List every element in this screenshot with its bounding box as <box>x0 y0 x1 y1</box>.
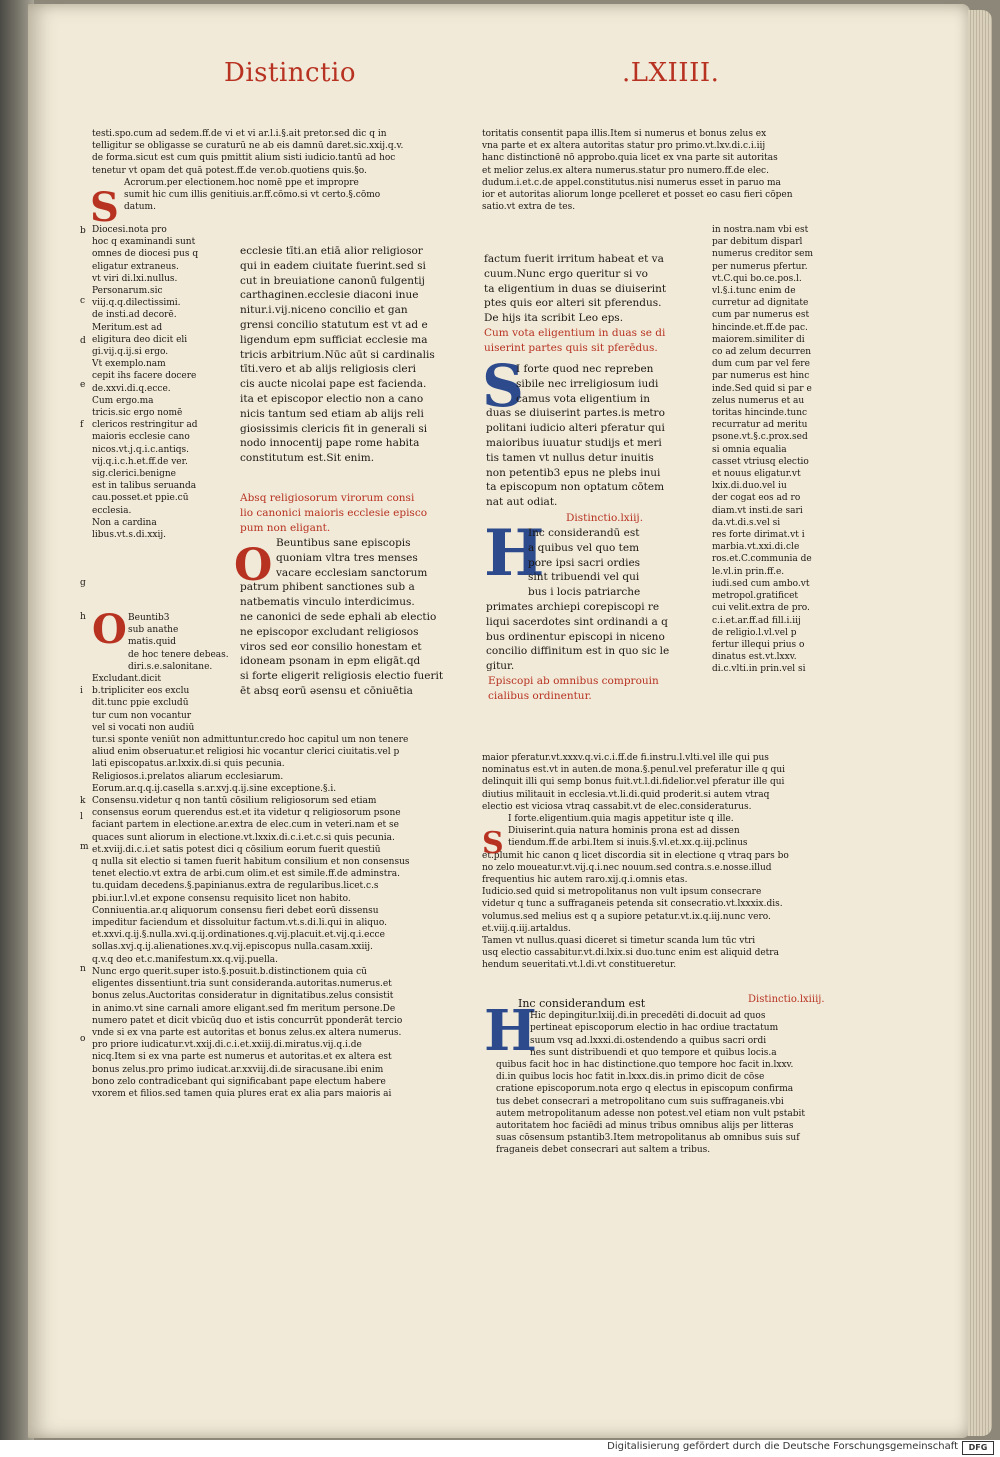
rubric-line: cialibus ordinentur. <box>488 689 592 702</box>
gloss-line: inde.Sed quid si par e <box>712 383 812 394</box>
gloss-line: autem metropolitanum adesse non potest.vel etiam non vult pstabit <box>496 1108 806 1119</box>
gloss-line: q.v.q deo et.c.manifestum.xx.q.vij.puella. <box>92 954 278 965</box>
right-rubric-2 <box>488 674 702 704</box>
gloss-line: quaces sunt aliorum in electione.vt.lxxix.di.c.i.et.c.si quis pecunia. <box>92 832 395 843</box>
rubric-line: Cum vota eligentium in duas se di <box>484 327 666 339</box>
rubric-line: pum non eligant. <box>240 521 331 534</box>
gloss-line: in animo.vt sine carnali amore eligant.sed fm meritum persone.De <box>92 1003 396 1014</box>
gloss-line: pertineat episcoporum electio in hac ordiue tractatum <box>530 1023 779 1034</box>
text-line: De hijs ita scribit Leo eps. <box>484 312 624 325</box>
gloss-line: di.in quibus locis hoc fatit in.lxxx.dis.in primo dicit de cōse <box>496 1072 765 1083</box>
right-main-text-2 <box>486 362 698 510</box>
gloss-line: zelus numerus et au <box>712 395 805 406</box>
gloss-line: cui velit.extra de pro. <box>712 603 810 614</box>
gloss-line: tenetur vt opam det quā potest.ff.de ver.ob.quotiens quis.§o. <box>92 165 367 176</box>
text-line: a quibus vel quo tem <box>528 541 640 554</box>
gloss-line: hoc q examinandi sunt <box>92 237 196 248</box>
initial-s-left: S <box>90 184 119 231</box>
gloss-line: per numerus pfertur. <box>712 261 808 272</box>
gloss-line: vel si vocati non audiū <box>92 722 195 733</box>
gloss-line: de hoc tenere debeas. <box>128 649 229 660</box>
text-line: tis tamen vt nullus detur inuitis <box>486 451 654 464</box>
gloss-line: cratione episcoporum.nota ergo q electus in episcopum confirma <box>496 1084 794 1095</box>
gloss-line: diri.s.e.salonitane. <box>128 661 213 672</box>
margin-letter: n <box>80 964 86 974</box>
margin-letter: i <box>80 686 83 696</box>
gloss-line: tu.quidam decedens.§.papinianus.extra de regularibus.licet.c.s <box>92 881 379 892</box>
gloss-line: si omnia equalia <box>712 444 787 455</box>
gloss-line: Personarum.sic <box>92 286 163 297</box>
gloss-line: Meritum.est ad <box>92 322 163 333</box>
gloss-line: volumus.sed melius est q a supiore petatur.vt.ix.q.iij.nunc vero. <box>482 911 771 922</box>
gloss-line: in nostra.nam vbi est <box>712 225 809 235</box>
text-line: Inc considerandū est <box>528 527 640 539</box>
left-rubric <box>240 491 455 535</box>
gloss-line: gi.vij.q.ij.si ergo. <box>92 347 169 358</box>
gloss-line: ecclesia. <box>92 505 132 516</box>
text-line: giosissimis clericis fit in generali si <box>240 422 428 435</box>
text-line: nat aut odiat. <box>486 496 558 509</box>
text-line: sint tribuendi vel qui <box>528 571 640 584</box>
gloss-line: Consensu.videtur q non tantū cōsilium religiosorum sed etiam <box>92 796 377 807</box>
gloss-line: de religio.l.vl.vel p <box>712 627 797 638</box>
text-line: camus vota eligentium in <box>516 392 651 405</box>
gloss-line: datum. <box>124 202 156 213</box>
text-line: ēt absq eorū əsensu et cōniuētia <box>240 684 413 697</box>
text-line: bus i locis patriarche <box>528 586 641 599</box>
margin-letter: h <box>80 612 86 622</box>
gloss-line: dum cum par vel fere <box>712 359 810 370</box>
text-line: grensi concilio statutum est vt ad e <box>240 318 428 331</box>
gloss-line: maiorem.similiter di <box>712 334 805 345</box>
gloss-line: Eorum.ar.q.q.ij.casella s.ar.xvj.q.ij.sine exceptione.§.i. <box>92 783 337 794</box>
initial-o-left: O <box>234 540 273 591</box>
text-line: politani iudicio alteri pferatur qui <box>486 422 665 435</box>
gloss-line: nicos.vt.j.q.i.c.antiqs. <box>92 444 189 455</box>
gloss-line: satio.vt extra de tes. <box>482 202 576 213</box>
dfg-logo: DFG <box>962 1441 994 1455</box>
text-line: bus ordinentur episcopi in niceno <box>486 630 665 643</box>
gloss-line: Acrorum.per electionem.hoc nomē ppe et impropre <box>124 177 359 188</box>
right-gloss-end <box>496 998 856 1157</box>
margin-letter: g <box>80 578 86 588</box>
gloss-line: di.c.vlti.in prin.vel si <box>712 664 806 675</box>
text-line: cut in breuiatione canonū fulgentij <box>240 274 425 287</box>
gloss-line: de insti.ad decorē. <box>92 310 177 321</box>
gloss-line: tus debet consecrari a metropolitano cum suis suffraganeis.vbi <box>496 1096 784 1107</box>
gloss-line: Diuiserint.quia natura hominis prona est ad dissen <box>508 826 740 837</box>
gloss-line: bono zelo contradicebant qui significabant pape electum habere <box>92 1076 386 1087</box>
gloss-line: Cum ergo.ma <box>92 395 154 406</box>
gloss-line: marbia.vt.xxi.di.cle <box>712 542 800 553</box>
gloss-line: le.vl.in prin.ff.e. <box>712 566 785 577</box>
text-line: maioribus iuuatur studijs et meri <box>486 436 662 449</box>
text-line: cis aucte nicolai pape est facienda. <box>240 378 427 391</box>
left-gloss-column <box>92 224 212 541</box>
page-edges <box>968 10 992 1436</box>
gloss-line: Tamen vt nullus.quasi diceret si timetur scanda lum tūc vtri <box>482 936 756 947</box>
gloss-line: I forte.eligentium.quia magis appetitur iste q ille. <box>508 814 734 825</box>
gloss-line: Vt exemplo.nam <box>92 359 166 370</box>
gloss-line: iudi.sed cum ambo.vt <box>712 578 810 589</box>
text-line: I forte quod nec repreben <box>516 363 654 375</box>
text-line: concilio diffinitum est in quo sic le <box>486 645 670 658</box>
text-line: ta episcopum non optatum cōtem <box>486 481 665 494</box>
gloss-line: no zelo moueatur.vt.vij.q.i.nec nouum.sed contra.s.e.nosse.illud <box>482 862 772 873</box>
text-line: carthaginen.ecclesie diaconi inue <box>240 289 419 302</box>
gloss-line: electio est viciosa vtraq cassabit.vt de elec.consideraturus. <box>482 801 752 812</box>
gloss-line: diutius militauit in ecclesia.vt.li.di.quid proderit.si autem vtraq <box>482 789 770 800</box>
gloss-line: Hic depingitur.lxiij.di.in precedēti di.docuit ad quos <box>530 1011 766 1022</box>
text-line: vacare ecclesiam sanctorum <box>276 566 428 579</box>
gloss-line: pro priore iudicatur.vt.xxij.di.c.i.et.xxiij.di.miratus.vij.q.i.de <box>92 1040 362 1051</box>
gloss-line: frequentius hic autem raro.xij.q.i.omnis etas. <box>482 875 688 886</box>
text-line: qui in eadem ciuitate fuerint.sed si <box>240 259 426 272</box>
gloss-line: psone.vt.§.c.prox.sed <box>712 432 808 443</box>
text-line: ligendum epm sufficiat ecclesie ma <box>240 333 428 346</box>
text-line: viros sed eor consilio honestam et <box>240 640 422 653</box>
gloss-line: tricis.sic ergo nomē <box>92 408 183 419</box>
text-line: nitur.i.vij.niceno concilio et gan <box>240 304 408 317</box>
gloss-line: tur cum non vocantur <box>92 710 192 721</box>
gloss-line: toritatis consentit papa illis.Item si numerus et bonus zelus ex <box>482 129 767 139</box>
gloss-line: bonus zelus.pro primo iudicat.ar.xxviij.di.de siracusane.ibi enim <box>92 1064 384 1075</box>
left-gloss-top <box>92 128 442 213</box>
text-line: natbematis vinculo interdicimus. <box>240 596 415 609</box>
gloss-line: co ad zelum decurren <box>712 347 812 358</box>
margin-letter: o <box>80 1034 86 1044</box>
text-line: pore ipsi sacri ordies <box>528 556 641 569</box>
text-line: patrum phibent sanctiones sub a <box>240 581 415 594</box>
gloss-line: diam.vt insti.de sari <box>712 505 803 516</box>
gloss-line: et.xviij.di.c.i.et satis potest dici q cōsilium eorum fuerit questiū <box>92 844 381 855</box>
left-main-text-2 <box>240 536 456 699</box>
gloss-line: suum vsq ad.lxxxi.di.ostendendo a quibus sacri ordi <box>530 1035 767 1046</box>
gloss-line: suas cōsensum pstantib3.Item metropolitanus ab omnibus suis suf <box>496 1133 800 1144</box>
right-main-text <box>484 252 698 326</box>
gloss-line: testi.spo.cum ad sedem.ff.de vi et vi ar.l.i.§.ait pretor.sed dic q in <box>92 129 387 139</box>
gloss-line: q nulla sit electio si tamen fuerit habitum consilium et non consensus <box>92 857 410 868</box>
right-main-text-3 <box>486 526 700 674</box>
gloss-line: hincinde.et.ff.de pac. <box>712 322 808 333</box>
gloss-line: da.vt.di.s.vel si <box>712 517 781 528</box>
text-line: ta eligentium in duas se diuiserint <box>484 282 667 295</box>
gloss-line: numerus creditor sem <box>712 249 814 260</box>
gloss-line: numero patet et dicit vbicūq duo et istis concurrūt pponderāt tercio <box>92 1015 403 1026</box>
rubric-line: uiserint partes quis sit pferēdus. <box>484 341 658 354</box>
gloss-line: usq electio cassabitur.vt.di.lxix.si duo.tunc enim est aliquid detra <box>482 948 779 959</box>
gloss-line: eligatur extraneus. <box>92 261 179 272</box>
rubric-line: Absq religiosorum virorum consi <box>240 492 415 504</box>
gloss-line: hendum seueritati.vt.l.di.vt constitueretur. <box>482 960 677 971</box>
gloss-line: cepit ihs facere docere <box>92 371 197 382</box>
heading-number: .LXIIII. <box>622 58 720 88</box>
gloss-line: Non a cardina <box>92 517 157 528</box>
text-line: nicis tantum sed etiam ab alijs reli <box>240 407 424 420</box>
text-line: duas se diuiserint partes.is metro <box>486 407 665 420</box>
gloss-line: et melior zelus.ex altera numerus.statur pro numero.ff.de elec. <box>482 165 769 176</box>
gloss-line: eligentes dissentiunt.tria sunt consideranda.autoritas.numerus.et <box>92 979 392 990</box>
gloss-line: matis.quid <box>128 637 177 648</box>
text-line: si forte eligerit religiosis electio fuerit <box>240 670 444 683</box>
gloss-line: c.i.et.ar.ff.ad fill.i.iij <box>712 615 801 626</box>
margin-letter: e <box>80 380 86 390</box>
gloss-line: de.xxvi.di.q.ecce. <box>92 383 171 394</box>
footer-credit: Digitalisierung gefördert durch die Deutsche Forschungsgemeinschaft <box>607 1441 958 1452</box>
gloss-line: et.plumit hic canon q licet discordia sit in electione q vtraq pars bo <box>482 850 789 861</box>
gloss-line: sig.clerici.benigne <box>92 469 176 480</box>
text-line: primates archiepi corepiscopi re <box>486 600 660 613</box>
gloss-line: cum par numerus est <box>712 310 810 321</box>
right-gloss-bottom <box>482 752 854 972</box>
gloss-line: der cogat eos ad ro <box>712 493 801 504</box>
gloss-line: vxorem et filios.sed tamen quia plures erat ex alia pars maioris ai <box>92 1088 392 1099</box>
gloss-line: Beuntib3 <box>128 613 170 623</box>
gloss-line: bonus zelus.Auctoritas consideratur in dignitatibus.zelus consistit <box>92 991 394 1002</box>
gloss-line: casset vtriusq electio <box>712 456 809 467</box>
gloss-line: fraganeis debet consecrari aut saltem a tribus. <box>496 1145 711 1156</box>
text-line: Beuntibus sane episcopis <box>276 537 411 549</box>
rubric-line: lio canonici maioris ecclesie episco <box>240 506 428 519</box>
gloss-line: tur.si sponte veniūt non admittuntur.credo hoc capitul um non tenere <box>92 735 409 746</box>
right-gloss-top <box>482 128 842 213</box>
gloss-line: maioris ecclesie cano <box>92 432 190 443</box>
left-main-text <box>240 244 455 466</box>
gloss-line: faciant partem in electione.ar.extra de elec.cum in veteri.nam et se <box>92 820 399 831</box>
gloss-line: est in talibus seruanda <box>92 481 197 492</box>
text-line: ne canonici de sede ephali ab electio <box>240 610 437 623</box>
gloss-line: eligitura deo dicit eli <box>92 334 188 345</box>
gloss-line: Nunc ergo querit.super isto.§.posuit.b.distinctionem quia cū <box>92 966 367 977</box>
gloss-line: lati episcopatus.ar.lxxix.di.si quis pecunia. <box>92 759 285 770</box>
margin-letter: l <box>80 812 83 822</box>
gloss-line: par numerus est hinc <box>712 371 810 382</box>
gloss-line: nes sunt distribuendi et quo tempore et quibus locis.a <box>530 1047 777 1058</box>
text-line: tīti.vero et ab alijs religiosis cleri <box>240 363 417 376</box>
gloss-line: et.viij.q.iij.artaldus. <box>482 923 571 934</box>
gloss-line: sollas.xvj.q.ij.alienationes.xv.q.vij.episcopus nulla.casam.xxiij. <box>92 942 373 953</box>
gloss-line: ior et autoritas aliorum longe pcelleret et posset eo casu fieri cōpen <box>482 190 793 201</box>
initial-o-gloss: O <box>92 606 127 653</box>
margin-letter: b <box>80 226 86 236</box>
gloss-line: Inc considerandum est <box>518 998 646 1010</box>
initial-s-right-2: S <box>482 826 504 861</box>
gloss-line: b.tripliciter eos exclu <box>92 686 190 697</box>
gloss-line: vij.q.i.c.h.et.ff.de ver. <box>92 456 188 467</box>
gloss-line: ros.et.C.communia de <box>712 554 812 565</box>
gloss-line: Religiosos.i.prelatos aliarum ecclesiarum. <box>92 771 284 782</box>
gloss-line: sumit hic cum illis genitiuis.ar.ff.cōmo.si vt certo.§.cōmo <box>124 190 381 201</box>
gloss-line: Diocesi.nota pro <box>92 225 167 235</box>
gloss-line: dit.tunc ppie excludū <box>92 698 189 709</box>
text-line: ptes quis eor alteri sit pferendus. <box>484 297 662 310</box>
gloss-line: clericos restringitur ad <box>92 420 198 431</box>
gloss-line: nominatus est.vt in auten.de mona.§.penul.vel preferatur ille q qui <box>482 765 785 776</box>
text-line: constitutum est.Sit enim. <box>240 452 375 465</box>
text-line: tricis arbitrium.Nūc aūt si cardinalis <box>240 348 435 361</box>
gloss-line: vna parte et ex altera autoritas statur pro primo.vt.lxv.di.c.i.iij <box>482 141 766 152</box>
text-line: cuum.Nunc ergo queritur si vo <box>484 267 648 280</box>
initial-s-right: S <box>482 352 524 420</box>
gloss-line: de forma.sicut est cum quis pmittit alium sisti iudicio.tantū ad hoc <box>92 153 396 164</box>
gloss-line: lxix.di.duo.vel iu <box>712 481 787 492</box>
gloss-line: vnde si ex vna parte est autoritas et bonus zelus.ex altera numerus. <box>92 1027 402 1038</box>
gloss-line: autoritatem hoc faciēdi ad minus tribus omnibus alijs per litteras <box>496 1121 794 1132</box>
right-distinctio-label: Distinctio.lxiij. <box>566 512 644 524</box>
gloss-line: quibus facit hoc in hac distinctione.quo tempore hoc facit in.lxxv. <box>496 1060 794 1071</box>
gloss-line: vl.§.i.tunc enim de <box>712 286 796 297</box>
gloss-line: viij.q.q.dilectissimi. <box>92 298 181 309</box>
gloss-line: pbi.iur.l.vl.et expone consensu requisito licet non habito. <box>92 893 351 904</box>
text-line: non petentib3 epus ne plebs inui <box>486 466 661 479</box>
initial-h-right-2: H <box>484 998 537 1064</box>
gloss-line: cau.posset.et ppie.cū <box>92 493 189 504</box>
gloss-line: Excludant.dicit <box>92 674 161 685</box>
text-line: factum fuerit irritum habeat et va <box>484 253 664 265</box>
gloss-line: tiendum.ff.de arbi.Item si inuis.§.vl.et.xx.q.iij.pclinus <box>508 838 748 849</box>
gloss-line: metropol.gratificet <box>712 591 799 602</box>
rubric-line: Episcopi ab omnibus comprouin <box>488 675 659 687</box>
text-line: nodo innocentij pape rome habita <box>240 437 420 450</box>
gloss-line: telligitur se obligasse se curaturū ne ab eis damnū daret.sic.xxij.q.v. <box>92 141 404 152</box>
gloss-line: nicq.Item si ex vna parte est numerus et autoritas.et ex altera est <box>92 1052 392 1063</box>
text-line: sibile nec irreligiosum iudi <box>516 377 659 390</box>
gloss-line: vt viri di.lxi.nullus. <box>92 273 178 284</box>
gloss-line: maior pferatur.vt.xxxv.q.vi.c.i.ff.de fi.instru.l.vlti.vel ille qui pus <box>482 753 769 763</box>
margin-letter: c <box>80 296 86 306</box>
gloss-line: recurratur ad meritu <box>712 420 808 431</box>
gloss-line: toritas hincinde.tunc <box>712 408 808 419</box>
text-line: ecclesie tīti.an etiā alior religiosor <box>240 245 423 257</box>
gloss-line: et nouus eligatur.vt <box>712 469 801 480</box>
text-line: idoneam psonam in epm eligāt.qd <box>240 655 421 668</box>
gloss-line: videtur q tunc a suffraganeis petenda sit consecratio.vt.lxxxix.dis. <box>482 899 783 910</box>
initial-h-right: H <box>484 516 545 591</box>
right-gloss-column <box>712 224 842 676</box>
text-line: quoniam vltra tres menses <box>276 551 418 564</box>
gloss-line: libus.vt.s.di.xxij. <box>92 530 167 541</box>
margin-letter: k <box>80 796 86 806</box>
gloss-line: fertur illequi prius o <box>712 639 805 650</box>
right-distinctio-label-2: Distinctio.lxiiij. <box>748 994 825 1005</box>
gloss-line: consensus eorum querendus est.et ita videtur q religiosorum psone <box>92 808 401 819</box>
margin-letter: f <box>80 420 84 430</box>
gloss-line: dudum.i.et.c.de appel.constitutus.nisi numerus esset in paruo ma <box>482 177 781 188</box>
gloss-line: Conniuentia.ar.q aliquorum consensu fieri debet eorū dissensu <box>92 905 379 916</box>
gloss-line: dinatus est.vt.lxxv. <box>712 652 797 663</box>
text-line: ne episcopor excludant religiosos <box>240 625 419 638</box>
gloss-line: sub anathe <box>128 625 179 636</box>
gloss-line: par debitum disparl <box>712 237 803 248</box>
margin-letter: d <box>80 336 86 346</box>
gloss-line: delinquit illi qui semp bonus fuit.vt.l.di.fidelior.vel pferatur ille qui <box>482 777 785 788</box>
gloss-line: hanc distinctionē nō approbo.quia licet ex vna parte sit autoritas <box>482 153 778 164</box>
gloss-line: res forte dirimat.vt i <box>712 530 805 541</box>
gloss-line: vt.C.qui bo.ce.pos.l. <box>712 273 802 284</box>
margin-letter: m <box>80 842 89 852</box>
gloss-line: Iudicio.sed quid si metropolitanus non vult ipsum consecrare <box>482 887 762 898</box>
text-line: liqui sacerdotes sint ordinandi a q <box>486 615 668 628</box>
gloss-line: omnes de diocesi pus q <box>92 249 199 260</box>
text-line: gitur. <box>486 660 515 673</box>
gloss-line: aliud enim obseruatur.et religiosi hic vocantur clerici ciuitatis.vel p <box>92 747 400 758</box>
text-line: ita et episcopor electio non a cano <box>240 392 424 405</box>
gloss-line: impeditur faciendum et dissoluitur factum.vt.s.di.li.qui in aliquo. <box>92 918 387 929</box>
gloss-line: tenet electio.vt extra de arbi.cum olim.et est simile.ff.de adminstra. <box>92 869 400 880</box>
gloss-line: curretur ad dignitate <box>712 298 809 309</box>
gloss-line: et.xxvi.q.ij.§.nulla.xvi.q.ij.ordinationes.q.vij.placuit.et.vij.q.i.ecce <box>92 930 385 941</box>
heading-distinctio: Distinctio <box>224 58 356 88</box>
